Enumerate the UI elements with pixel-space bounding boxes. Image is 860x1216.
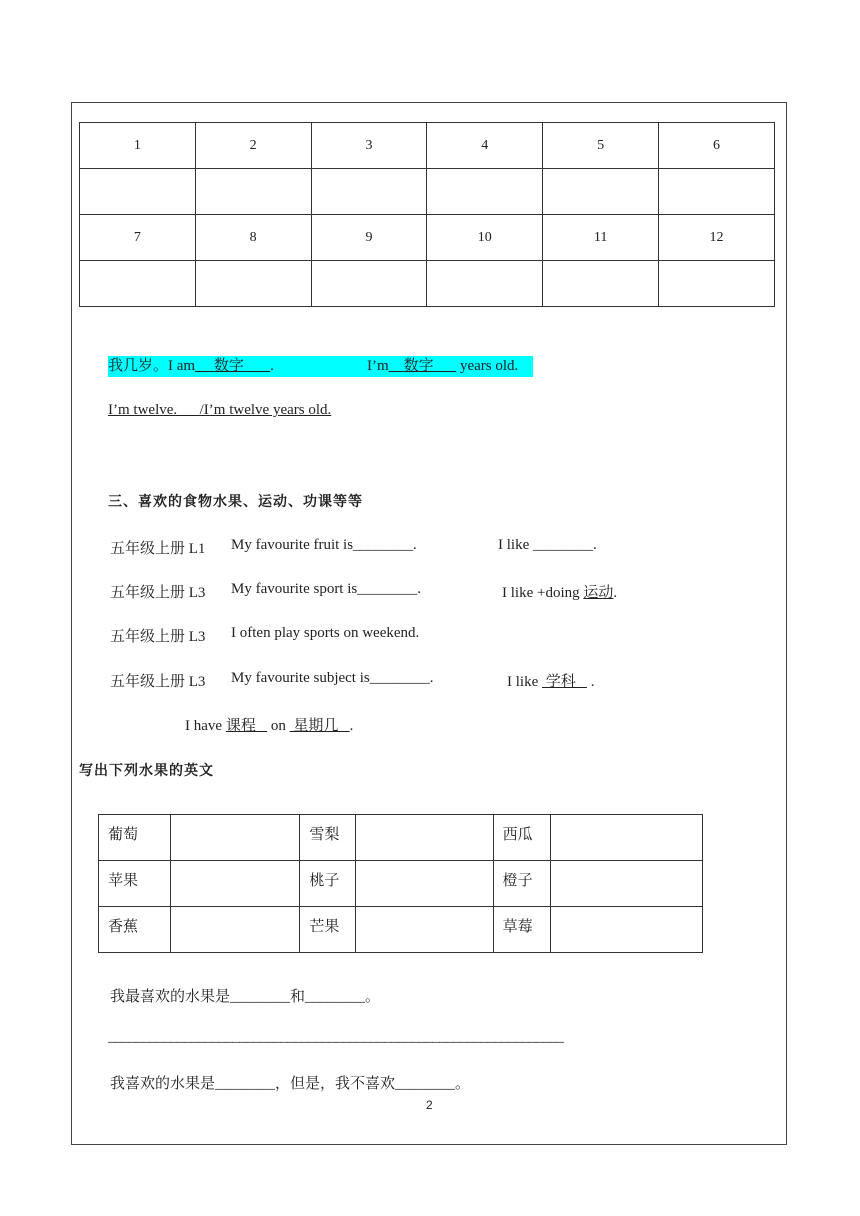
sentence-part: . (349, 718, 354, 734)
fruit-sentence: 我喜欢的水果是________，但是，我不喜欢________。 (110, 1076, 471, 1092)
sentence-part: I like (507, 674, 542, 690)
number-cell: 12 (659, 215, 775, 261)
sentence-part: on (267, 718, 290, 734)
fruit-name-cell: 草莓 (493, 907, 550, 953)
age-pattern-part: I’m (367, 358, 389, 374)
lesson-sentence: I often play sports on weekend. (231, 625, 420, 641)
fruit-name-cell: 雪梨 (300, 815, 356, 861)
lesson-label: 五年级上册 L1 (110, 541, 206, 557)
lesson-sentence: My favourite sport is________. (231, 581, 421, 597)
fruit-answer-cell[interactable] (550, 815, 702, 861)
sentence-blank: 学科 (542, 674, 588, 690)
fruit-name-cell: 橙子 (493, 861, 550, 907)
fruit-answer-cell[interactable] (356, 861, 493, 907)
age-pattern-period: . (270, 358, 274, 374)
lesson-sentence: My favourite fruit is________. (231, 537, 417, 553)
age-pattern-part: years old. (459, 358, 519, 374)
number-cell: 2 (195, 123, 311, 169)
lesson-line (110, 670, 595, 691)
number-cell: 8 (195, 215, 311, 261)
number-table (79, 122, 775, 307)
number-cell: 5 (543, 123, 659, 169)
number-cell: 11 (543, 215, 659, 261)
number-cell: 3 (311, 123, 427, 169)
number-cell: 4 (427, 123, 543, 169)
answer-cell[interactable] (427, 169, 543, 215)
age-blank-hint: 数字 (403, 358, 434, 374)
number-cell: 1 (80, 123, 196, 169)
fruit-sentence: 我最喜欢的水果是________和________。 (110, 989, 381, 1005)
fruit-answer-cell[interactable] (356, 815, 493, 861)
sentence-part: I like +doing (502, 585, 584, 601)
fruit-name-cell: 苹果 (99, 861, 171, 907)
fruit-answer-cell[interactable] (550, 861, 702, 907)
sentence-blank: 星期几 (289, 718, 350, 734)
table-row (80, 261, 775, 307)
sentence-part: . (613, 585, 618, 601)
answer-cell[interactable] (543, 261, 659, 307)
answer-cell[interactable] (311, 261, 427, 307)
answer-cell[interactable] (195, 169, 311, 215)
answer-cell[interactable] (427, 261, 543, 307)
fruit-name-cell: 香蕉 (99, 907, 171, 953)
sentence-blank: 运动 (583, 585, 614, 601)
age-blank (195, 358, 270, 374)
table-row (80, 123, 775, 169)
fruit-answer-cell[interactable] (356, 907, 493, 953)
lesson-label: 五年级上册 L3 (110, 585, 206, 601)
table-row (99, 815, 703, 861)
answer-cell[interactable] (659, 169, 775, 215)
answer-cell[interactable] (80, 261, 196, 307)
sentence-part: . (587, 674, 595, 690)
section3-heading: 三、喜欢的食物水果、运动、功课等等 (108, 494, 363, 510)
number-cell: 10 (427, 215, 543, 261)
table-row (99, 907, 703, 953)
schedule-line (185, 714, 353, 735)
lesson-sentence-alt (502, 581, 617, 602)
age-pattern-long (367, 356, 518, 377)
sentence-blank: 课程 (225, 718, 268, 734)
lesson-sentence-alt: I like ________. (498, 537, 597, 553)
answer-cell[interactable] (659, 261, 775, 307)
number-cell: 6 (659, 123, 775, 169)
table-row (80, 215, 775, 261)
lesson-sentence: My favourite subject is________. (231, 670, 434, 686)
answer-cell[interactable] (80, 169, 196, 215)
table-row (99, 861, 703, 907)
page-number: 2 (426, 1098, 433, 1112)
fruit-heading: 写出下列水果的英文 (79, 763, 214, 779)
age-pattern-line (108, 356, 533, 377)
fruit-name-cell: 桃子 (300, 861, 356, 907)
lesson-line (110, 625, 420, 646)
answer-cell[interactable] (543, 169, 659, 215)
sentence-part: I have (185, 718, 226, 734)
answer-cell[interactable] (311, 169, 427, 215)
fruit-answer-cell[interactable] (170, 861, 300, 907)
fruit-answer-cell[interactable] (170, 815, 300, 861)
lesson-line (110, 537, 597, 558)
lesson-label: 五年级上册 L3 (110, 629, 206, 645)
writing-line[interactable]: __________________________________________________________________ (108, 1029, 564, 1045)
age-example: I’m twelve. /I’m twelve years old. (108, 402, 332, 418)
answer-cell[interactable] (195, 261, 311, 307)
fruit-name-cell: 葡萄 (99, 815, 171, 861)
lesson-label: 五年级上册 L3 (110, 674, 206, 690)
fruit-answer-cell[interactable] (550, 907, 702, 953)
lesson-sentence-alt (507, 670, 595, 691)
lesson-line (110, 581, 618, 602)
fruit-answer-cell[interactable] (170, 907, 300, 953)
fruit-name-cell: 西瓜 (493, 815, 550, 861)
age-blank-hint: 数字 (213, 358, 244, 374)
fruit-name-cell: 芒果 (300, 907, 356, 953)
age-pattern-part: 我几岁。I am (108, 358, 196, 374)
number-cell: 9 (311, 215, 427, 261)
fruit-table (98, 814, 703, 953)
number-cell: 7 (80, 215, 196, 261)
age-blank (389, 358, 457, 374)
table-row (80, 169, 775, 215)
